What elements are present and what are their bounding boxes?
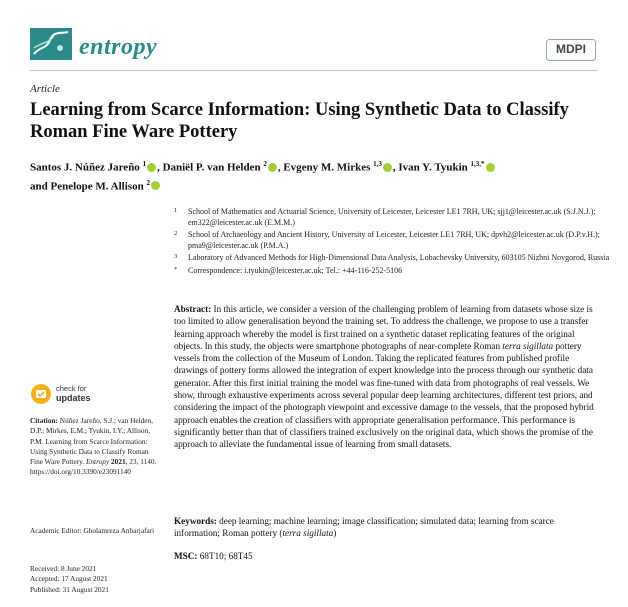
affiliation-text: Laboratory of Advanced Methods for High-Dimensional Data Analysis, Lobachevsky University, 603105 Nizhni Novgorod, Russia [188, 253, 610, 262]
affiliation-number: * [174, 265, 178, 273]
article-type: Article [30, 83, 60, 95]
affiliations [174, 207, 614, 278]
affiliation-item [174, 253, 614, 264]
msc-text: 68T10; 68T45 [197, 551, 253, 561]
header-divider [30, 70, 598, 71]
keywords-text: deep learning; machine learning; image classification; simulated data; learning from scarce information; Roman pottery ( [174, 516, 554, 539]
msc-label: MSC: [174, 551, 198, 561]
correspondence-text: Correspondence: i.tyukin@leicester.ac.uk; Tel.: +44-116-252-5106 [188, 265, 403, 275]
check-updates-icon [30, 383, 52, 405]
orcid-icon[interactable] [147, 163, 156, 172]
keywords [174, 515, 600, 540]
citation-label: Citation: [30, 416, 58, 425]
citation-journal: Entropy [85, 457, 110, 467]
author-connector: and [30, 180, 48, 193]
orcid-icon[interactable] [383, 163, 392, 172]
check-updates-label [56, 384, 91, 403]
keywords-italic: terra sigillata [282, 528, 334, 539]
accepted-date: Accepted: 17 August 2021 [30, 574, 108, 584]
author-affiliation: 2 [263, 160, 267, 168]
publisher-name: MDPI [556, 42, 586, 56]
affiliation-text: School of Archaeology and Ancient History, University of Leicester, Leicester LE1 7RH, UK; dpvh2@leicester.ac.uk (D.P.v.H.); pma9@leicester.ac.uk (P.M.A.) [188, 230, 600, 250]
author-name: Penelope M. Allison [50, 180, 144, 193]
affiliation-text: School of Mathematics and Actuarial Science, University of Leicester, Leicester LE1 7RH, UK; sjj1@leicester.ac.uk (S.J.N.J.); em322@leicester.ac.uk (E.M.M.) [188, 207, 596, 227]
author-affiliation: 2 [146, 178, 150, 187]
citation-rest: , 23, 1140. https://doi.org/10.3390/e23091140 [30, 457, 157, 477]
check-updates-line2: updates [56, 392, 91, 403]
author-name: Ivan Y. Tyukin [398, 161, 468, 174]
orcid-icon[interactable] [268, 163, 277, 172]
journal-name: entropy [79, 34, 158, 60]
msc-codes [174, 550, 600, 562]
author-affiliation: 1,3 [373, 160, 382, 168]
abstract-text-continued: pottery vessels from the collection of the Museum of London. Taking the replicated features from published profile drawings of pottery forms allowed the integration of expert knowledge into the process through our synthetic data generator. After this first initial training the model was fine-tuned with data from photographs of real vessels. We show, through exhaustive experiments across several popular deep learning architectures, different test priors, and considering the impact of the photograph viewpoint and excessive damage to the vessels, that the proposed hybrid approach enables the creation of classifiers with appropriate generalisation performance. This performance is significantly better than that of classifiers trained exclusively on the original data, which shows the promise of the approach to alleviate the fundamental issue of learning from small datasets. [174, 340, 594, 450]
citation-text: Núñez Jareño, S.J.; van Helden, D.P.; Mirkes, E.M.; Tyukin, I.Y.; Allison, P.M. Learning from Scarce Information: Using Synthetic Data to Classify Roman Fine Ware Pottery. [30, 416, 154, 467]
author-name: Daniël P. van Helden [162, 161, 261, 174]
publication-dates [30, 564, 162, 595]
abstract-italic: terra sigillata [502, 340, 554, 351]
check-updates-line1: check for [56, 384, 87, 393]
affiliation-number: 3 [174, 253, 178, 260]
orcid-icon[interactable] [486, 163, 495, 172]
keywords-close: ) [333, 528, 337, 539]
abstract [174, 303, 600, 451]
affiliation-number: 2 [174, 230, 178, 237]
author-affiliation: 1 [142, 160, 147, 168]
received-date: Received: 8 June 2021 [30, 564, 97, 573]
check-for-updates-button[interactable] [30, 383, 140, 411]
journal-logo-icon [30, 28, 72, 60]
abstract-label: Abstract: [174, 304, 212, 314]
keywords-label: Keywords: [174, 516, 217, 526]
correspondence-item [174, 266, 614, 277]
affiliation-item [174, 230, 614, 251]
citation-year: 2021 [111, 457, 126, 467]
published-date: Published: 31 August 2021 [30, 584, 109, 594]
abstract-text: In this article, we consider a version of the challenging problem of learning from datasets whose size is too limited to allow generalisation beyond the training set. To address the challenge, we propose to use a transfer learning approach whereby the model is first trained on a synthetic dataset replicating features of the original objects. In this study, the objects were smartphone photographs of near-complete Roman [174, 304, 593, 351]
affiliation-item [174, 207, 614, 228]
author-affiliation: 1,3,* [470, 160, 485, 168]
affiliation-number: 1 [174, 207, 178, 214]
author-list: Santos J. Núñez Jareño $^1$ , Daniël P. van Helden $^2$ , Evgeny M. Mirkes $^{1,3}$ , Ivan Y. Tyukin $^{1,3,*}$ and Penelope M. Allison $^2$ [30, 157, 610, 194]
author-name: Santos J. Núñez Jareño [30, 161, 140, 174]
citation [30, 416, 162, 478]
paper-title: Learning from Scarce Information: Using Synthetic Data to Classify Roman Fine Ware Pottery [30, 100, 569, 142]
academic-editor: Academic Editor: Gholamreza Anbarjafari [30, 526, 155, 535]
orcid-icon[interactable] [151, 181, 160, 190]
author-name: Evgeny M. Mirkes [283, 161, 371, 174]
